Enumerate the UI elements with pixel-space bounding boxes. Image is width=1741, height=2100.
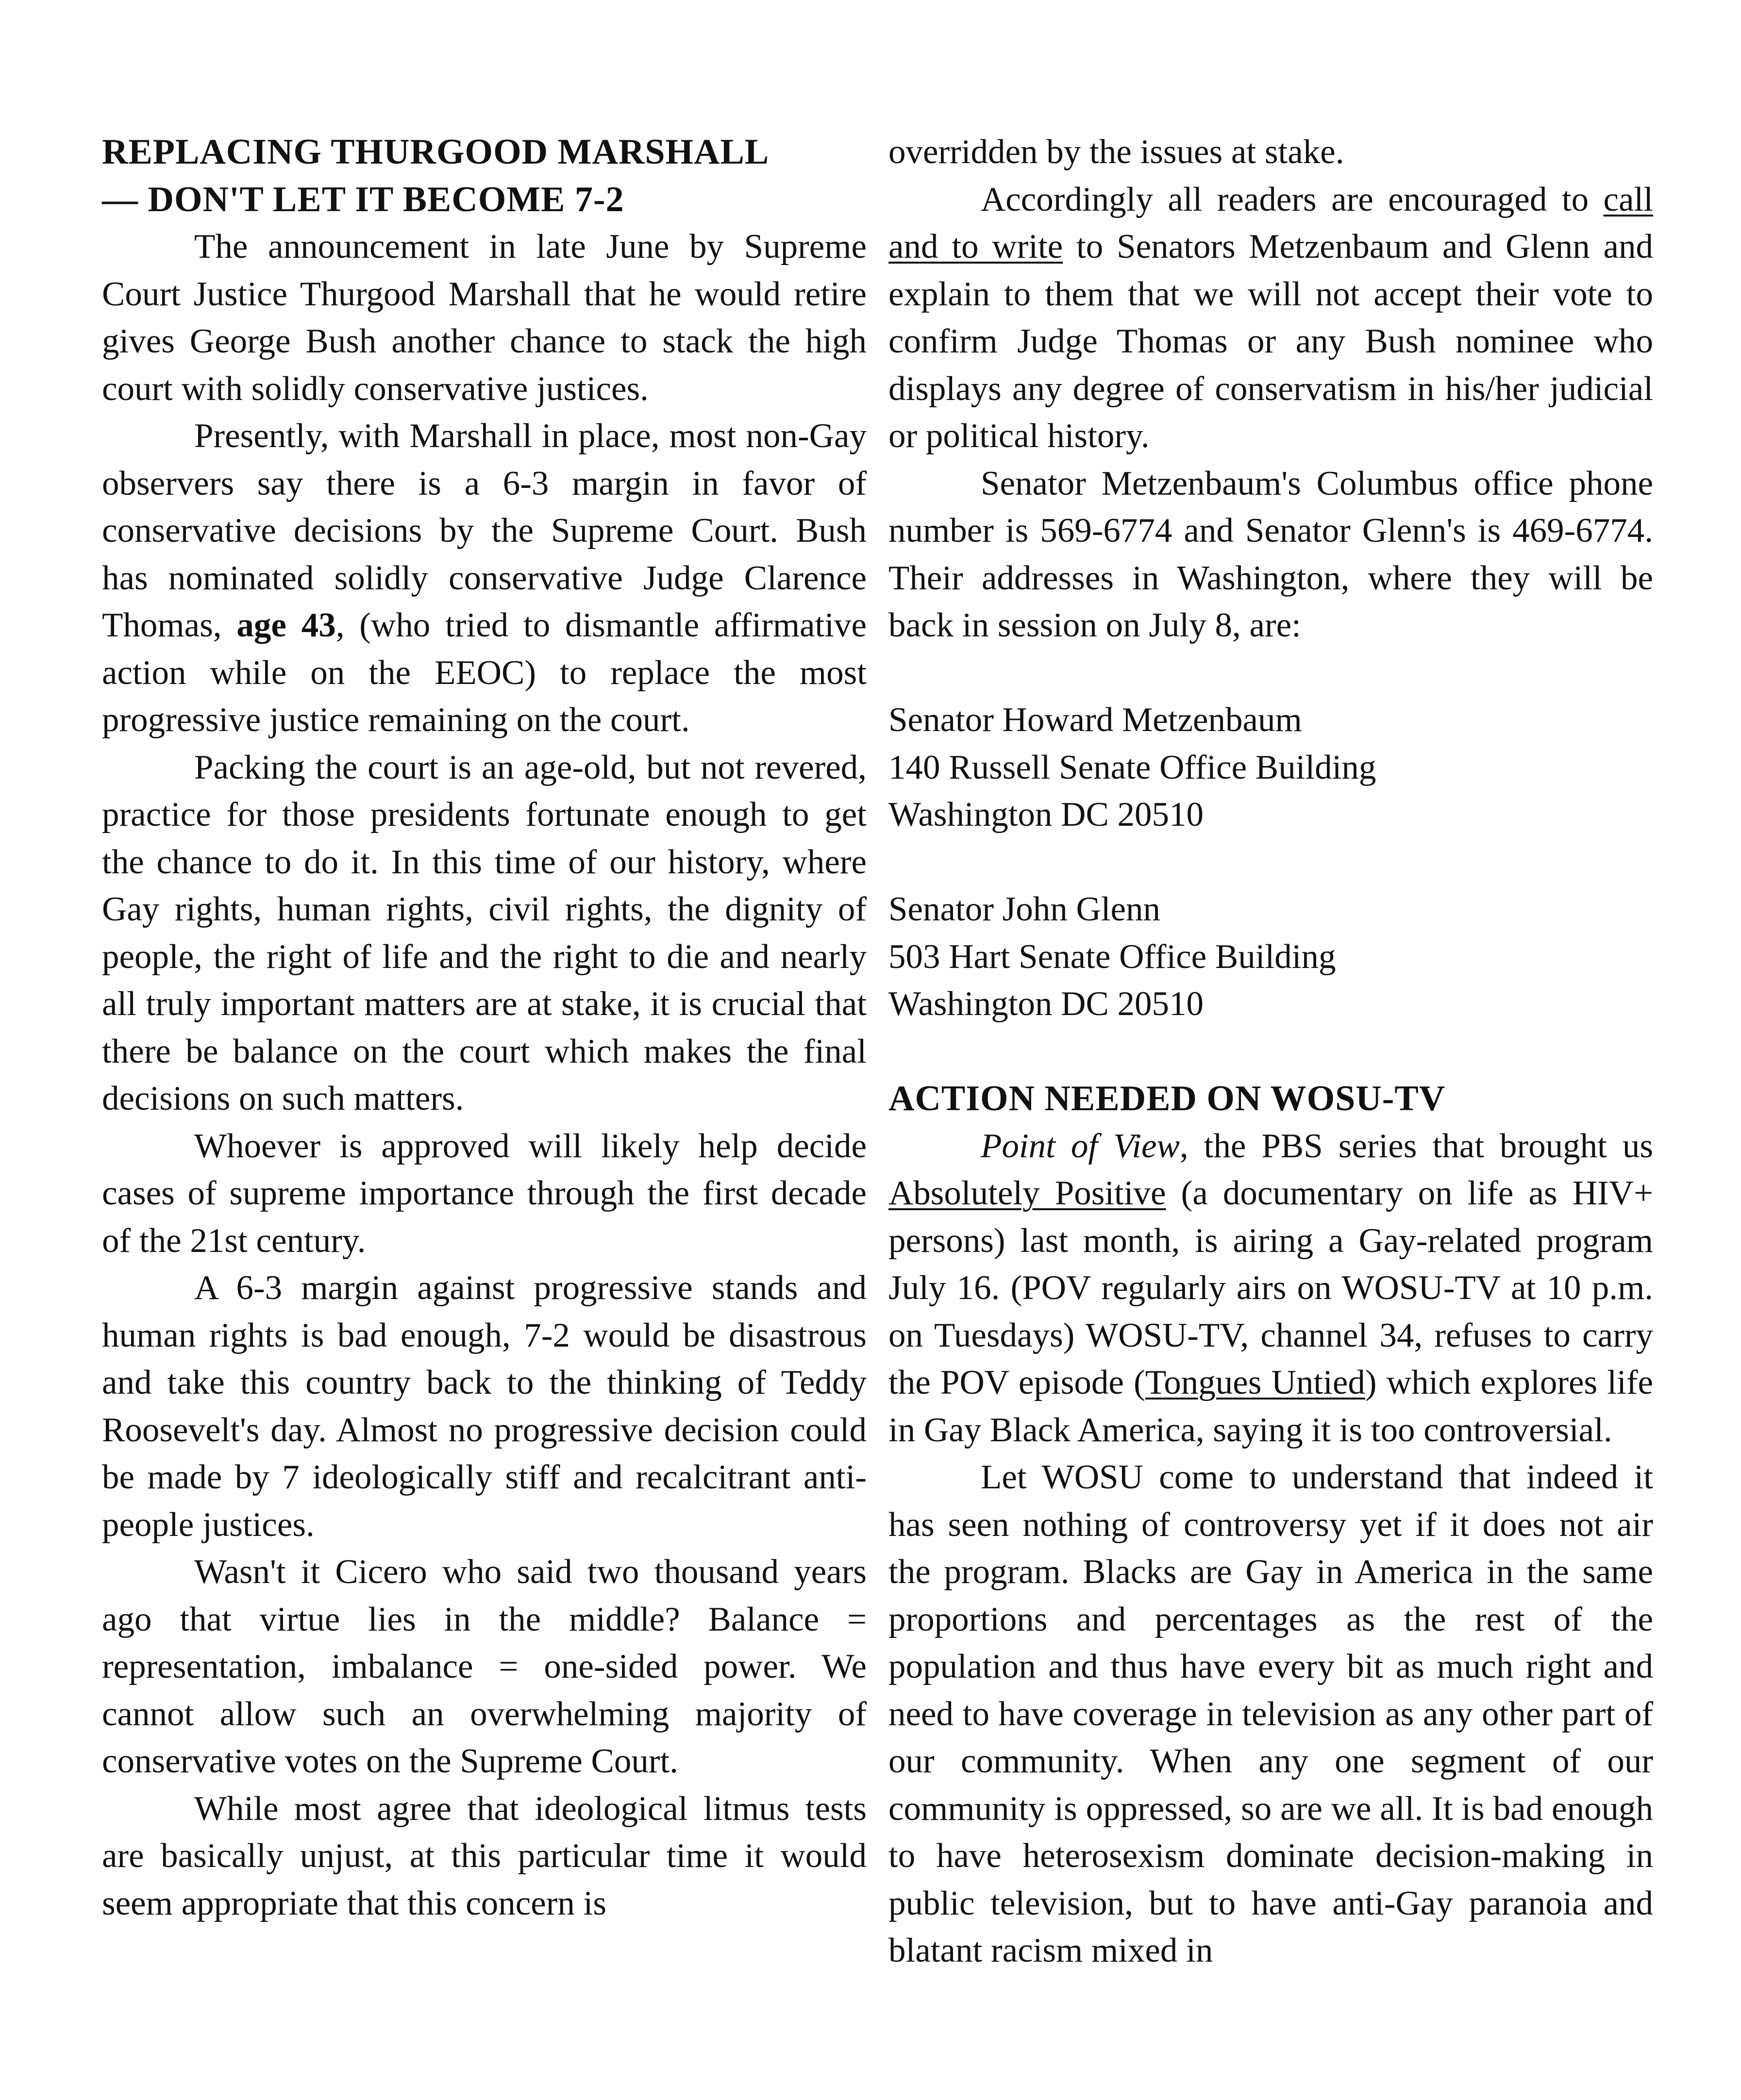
paragraph: While most agree that ideological litmus tests are basically unjust, at this particular time it would seem appropriate that this concern is (102, 1789, 867, 1922)
series-title: Point of View (981, 1127, 1180, 1165)
paragraph: Point of View, the PBS series that brought us Absolutely Positive (a documentary on life as HIV+ persons) last month, is airing a Gay-related program July 16. (POV regularly airs on WOSU-TV at 10 p.m. on Tuesdays) WOSU-TV, channel 34, refuses to carry the POV episode (Tongues Untied) which explores life in Gay Black America, saying it is too controversial. (888, 1127, 1654, 1449)
paragraph: Senator Metzenbaum's Columbus office phone number is 569-6774 and Senator Glenn's is 469-6774. Their addresses in Washington, where they will be back in session on July 8, are: (888, 464, 1653, 644)
paragraph: Let WOSU come to understand that indeed it has seen nothing of controversy yet if it does not air the program. Blacks are Gay in America in the same proportions and percentages as the rest of the population and thus have every bit as much right and need to have coverage in television as any other part of our community. When any one segment of our community is oppressed, so are we all. It is bad enough to have heterosexism dominate decision-making in public television, but to have anti-Gay paranoia and blatant racism mixed in (888, 1458, 1653, 1969)
paragraph: Presently, with Marshall in place, most non-Gay observers say there is a 6-3 margin in favor of conservative decisions by the Supreme Court. Bush has nominated solidly conservative Judge Clarence Thomas, age 43, (who tried to dismantle affirmative action while on the EEOC) to replace the most progressive justice remaining on the court. (102, 417, 867, 739)
article-headline (102, 129, 867, 223)
paragraph: Packing the court is an age-old, but not revered, practice for those presidents fortunate enough to get the chance to do it. In this time of our history, where Gay rights, human rights, civil rights, the dignity of people, the right of life and the right to die and nearly all truly important matters are at stake, it is crucial that there be balance on the court which makes the final decisions on such matters. (102, 748, 867, 1117)
episode-title: Tongues Untied (1145, 1364, 1365, 1401)
emphasis-age: age 43 (236, 606, 336, 644)
address-block-metzenbaum: Senator Howard Metzenbaum 140 Russell Senate Office Building Washington DC 20510 (888, 701, 1376, 833)
paragraph: A 6-3 margin against progressive stands and human rights is bad enough, 7-2 would be disastrous and take this country back to the thinking of Teddy Roosevelt's day. Almost no progressive decision could be made by 7 ideologically stiff and recalcitrant anti-people justices. (102, 1269, 867, 1544)
address-block-glenn: Senator John Glenn 503 Hart Senate Office Building Washington DC 20510 (888, 890, 1336, 1023)
paragraph-continuation: overridden by the issues at stake. (888, 133, 1344, 171)
headline-line-1: REPLACING THURGOOD MARSHALL (102, 132, 770, 172)
call-to-action-underlined: call and to write (888, 180, 1653, 266)
left-column (102, 129, 867, 1927)
program-title: Absolutely Positive (888, 1174, 1166, 1212)
right-column (888, 129, 1653, 1975)
paragraph: Wasn't it Cicero who said two thousand years ago that virtue lies in the middle? Balance = representation, imbalance = one-sided power. We cannot allow such an overwhelming majority of conservative votes on the Supreme Court. (102, 1553, 867, 1780)
paragraph: Whoever is approved will likely help decide cases of supreme importance through the first decade of the 21st century. (102, 1127, 867, 1260)
section-headline: ACTION NEEDED ON WOSU-TV (888, 1079, 1446, 1118)
paragraph: The announcement in late June by Supreme Court Justice Thurgood Marshall that he would retire gives George Bush another chance to stack the high court with solidly conservative justices. (102, 228, 867, 408)
paragraph: Accordingly all readers are encouraged to call and to write to Senators Metzenbaum and Glenn and explain to them that we will not accept their vote to confirm Judge Thomas or any Bush nominee who displays any degree of conservatism in his/her judicial or political history. (888, 180, 1654, 455)
headline-line-2: — DON'T LET IT BECOME 7-2 (102, 179, 624, 219)
